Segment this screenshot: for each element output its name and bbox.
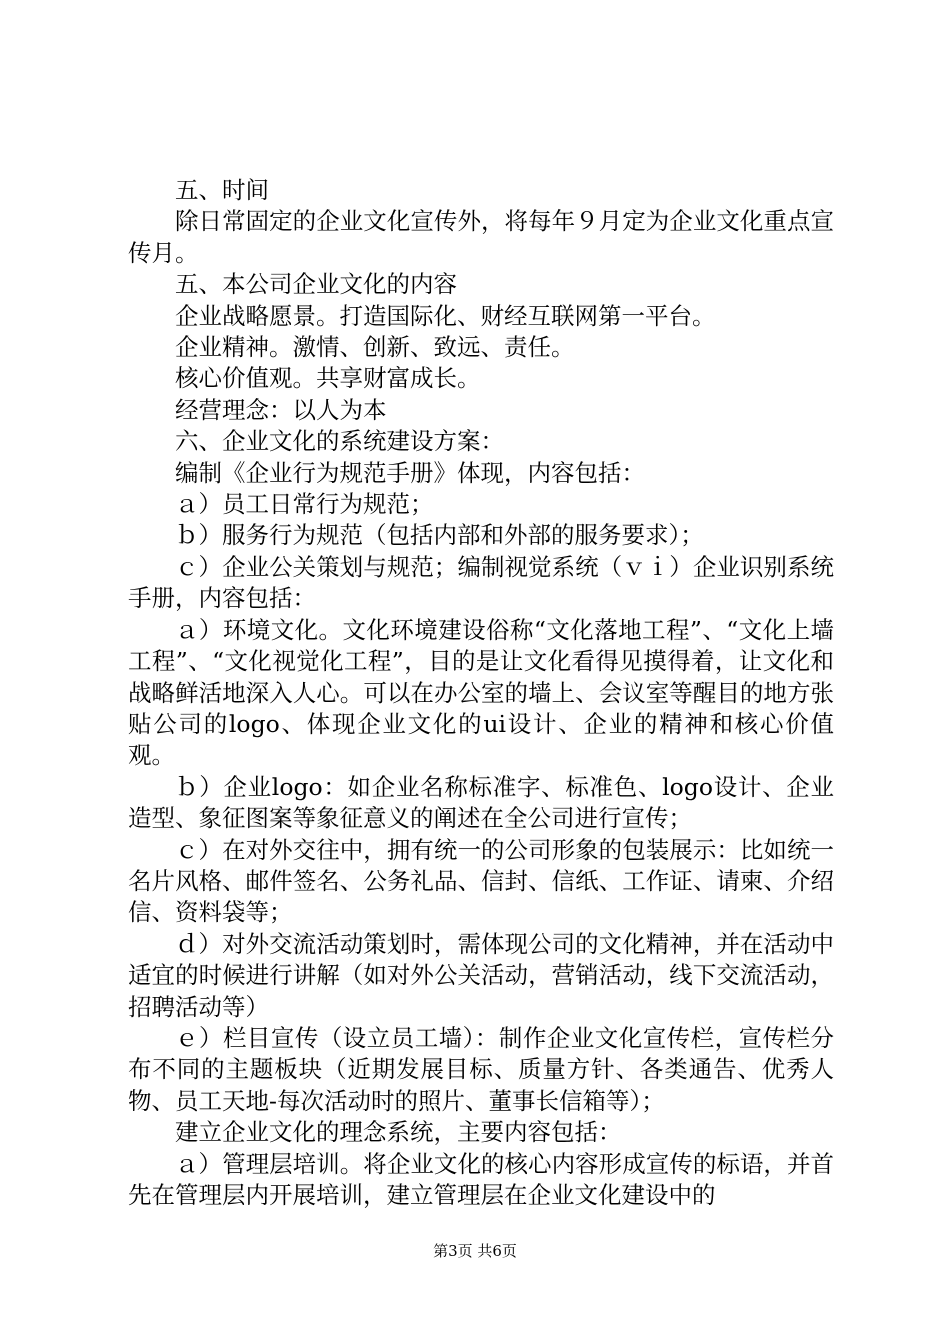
list-item: ｂ）企业logo：如企业名称标准字、标准色、logo设计、企业造型、象征图案等象征意义的阐述在全公司进行宣传； — [128, 772, 834, 833]
list-item: ｂ）服务行为规范（包括内部和外部的服务要求）； — [175, 521, 704, 550]
paragraph: 企业战略愿景。打造国际化、财经互联网第一平台。 — [175, 301, 716, 330]
page-footer: 第3页 共6页 — [433, 1242, 517, 1260]
list-item: ｄ）对外交流活动策划时，需体现公司的文化精神，并在活动中适宜的时候进行讲解（如对外公关活动，营销活动，线下交流活动，招聘活动等） — [128, 929, 834, 1021]
paragraph: 除日常固定的企业文化宣传外，将每年９月定为企业文化重点宣传月。 — [128, 207, 834, 267]
paragraph: 编制《企业行为规范手册》体现，内容包括： — [175, 458, 645, 487]
paragraph: 建立企业文化的理念系统，主要内容包括： — [175, 1118, 622, 1147]
list-item: ｃ）企业公关策划与规范；编制视觉系统（ｖｉ）企业识别系统手册，内容包括： — [128, 552, 834, 613]
list-item: ａ）管理层培训。将企业文化的核心内容形成宣传的标语，并首先在管理层内开展培训，建立管理层在企业文化建设中的 — [128, 1149, 834, 1209]
list-item: ｃ）在对外交往中，拥有统一的公司形象的包装展示：比如统一名片风格、邮件签名、公务礼品、信封、信纸、工作证、请柬、介绍信、资料袋等； — [128, 835, 834, 927]
paragraph: 核心价值观。共享财富成长。 — [175, 364, 481, 393]
list-item: ａ）员工日常行为规范； — [175, 490, 434, 519]
list-item: ｅ）栏目宣传（设立员工墙）：制作企业文化宣传栏，宣传栏分布不同的主题板块（近期发展目标、质量方针、各类通告、优秀人物、员工天地-每次活动时的照片、董事长信箱等）； — [128, 1023, 834, 1115]
paragraph-system-heading: 六、企业文化的系统建设方案： — [175, 427, 504, 456]
paragraph: 经营理念：以人为本 — [175, 395, 387, 424]
paragraph: 企业精神。激情、创新、致远、责任。 — [175, 333, 575, 362]
list-item: ａ）环境文化。文化环境建设俗称“文化落地工程”、“文化上墙工程”、“文化视觉化工程”，目的是让文化看得见摸得着，让文化和战略鲜活地深入人心。可以在办公室的墙上、会议室等醒目的地方张贴公司的logo、体现企业文化的ui设计、企业的精神和核心价值观。 — [128, 615, 834, 770]
paragraph-content-heading: 五、本公司企业文化的内容 — [175, 270, 457, 299]
document-body — [128, 175, 834, 1211]
paragraph-time-heading: 五、时间 — [175, 176, 269, 204]
